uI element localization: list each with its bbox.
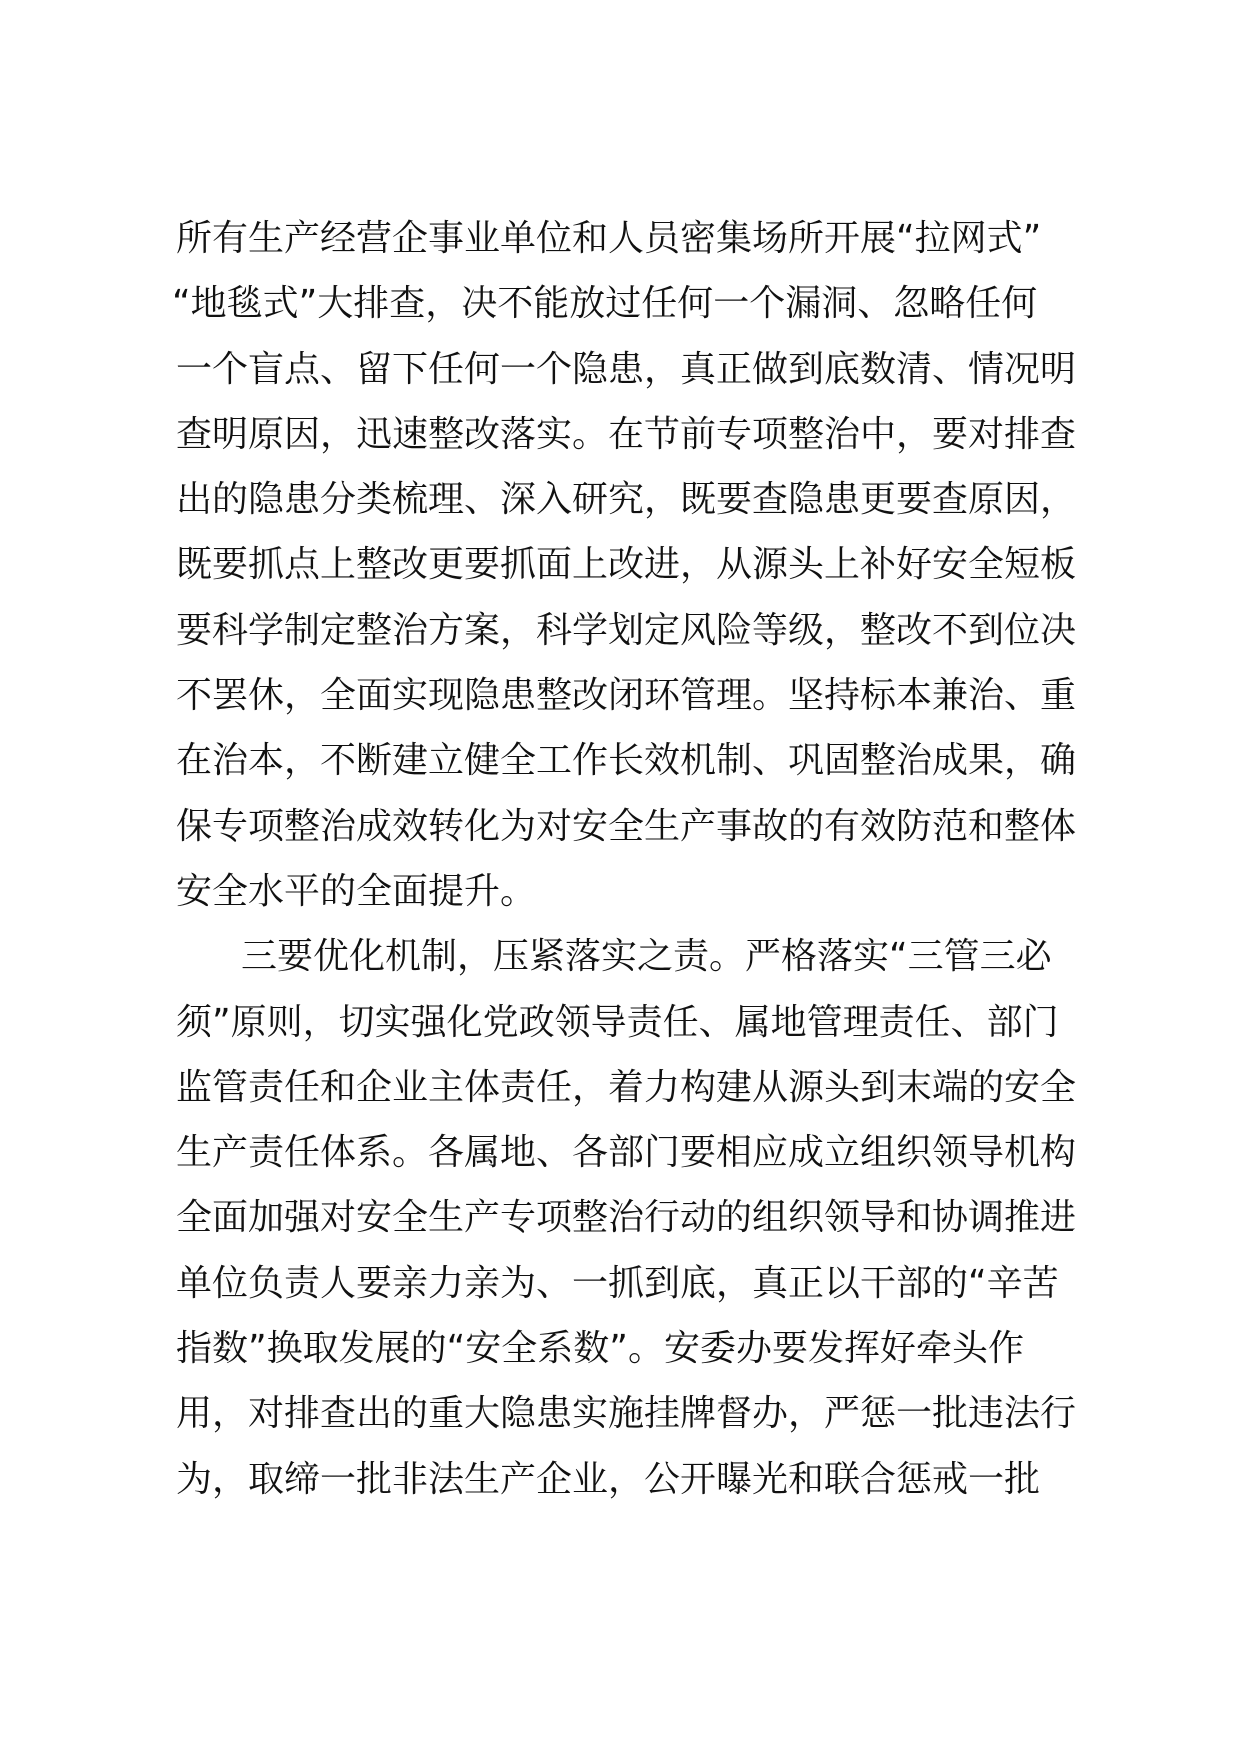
text-line: 监管责任和企业主体责任，着力构建从源头到末端的安全	[176, 1066, 1077, 1108]
text-line: 一个盲点、留下任何一个隐患，真正做到底数清、情况明	[176, 348, 1077, 390]
text-line: 既要抓点上整改更要抓面上改进，从源头上补好安全短板	[176, 544, 1077, 586]
text-line: 所有生产经营企事业单位和人员密集场所开展“拉网式”	[176, 218, 1042, 259]
text-line: 安全水平的全面提升。	[176, 870, 537, 912]
text-line: 保专项整治成效转化为对安全生产事故的有效防范和整体	[176, 805, 1077, 847]
text-line: 查明原因，迅速整改落实。在节前专项整治中，要对排查	[176, 413, 1077, 455]
paragraph-1	[172, 206, 1077, 924]
text-line: 指数”换取发展的“安全系数”。安委办要发挥好牵头作	[176, 1328, 1024, 1370]
text-line: 出的隐患分类梳理、深入研究，既要查隐患更要查原因，	[176, 479, 1077, 521]
text-line: 要科学制定整治方案，科学划定风险等级，整改不到位决	[176, 609, 1077, 651]
text-line: 三要优化机制，压紧落实之责。严格落实“三管三必	[241, 936, 1052, 978]
text-line: 须”原则，切实强化党政领导责任、属地管理责任、部门	[176, 1001, 1059, 1043]
body-text	[172, 206, 1077, 1512]
text-line: 全面加强对安全生产专项整治行动的组织领导和协调推进	[176, 1197, 1077, 1239]
text-line: 生产责任体系。各属地、各部门要相应成立组织领导机构	[176, 1132, 1077, 1174]
text-line: “地毯式”大排查，决不能放过任何一个漏洞、忽略任何	[172, 283, 1038, 325]
paragraph-2	[176, 924, 1076, 1512]
text-line: 不罢休，全面实现隐患整改闭环管理。坚持标本兼治、重	[176, 675, 1077, 717]
text-line: 为，取缔一批非法生产企业，公开曝光和联合惩戒一批	[176, 1458, 1041, 1500]
text-line: 单位负责人要亲力亲为、一抓到底，真正以干部的“辛苦	[176, 1262, 1059, 1304]
text-line: 用，对排查出的重大隐患实施挂牌督办，严惩一批违法行	[176, 1393, 1077, 1435]
text-line: 在治本，不断建立健全工作长效机制、巩固整治成果，确	[176, 740, 1077, 782]
